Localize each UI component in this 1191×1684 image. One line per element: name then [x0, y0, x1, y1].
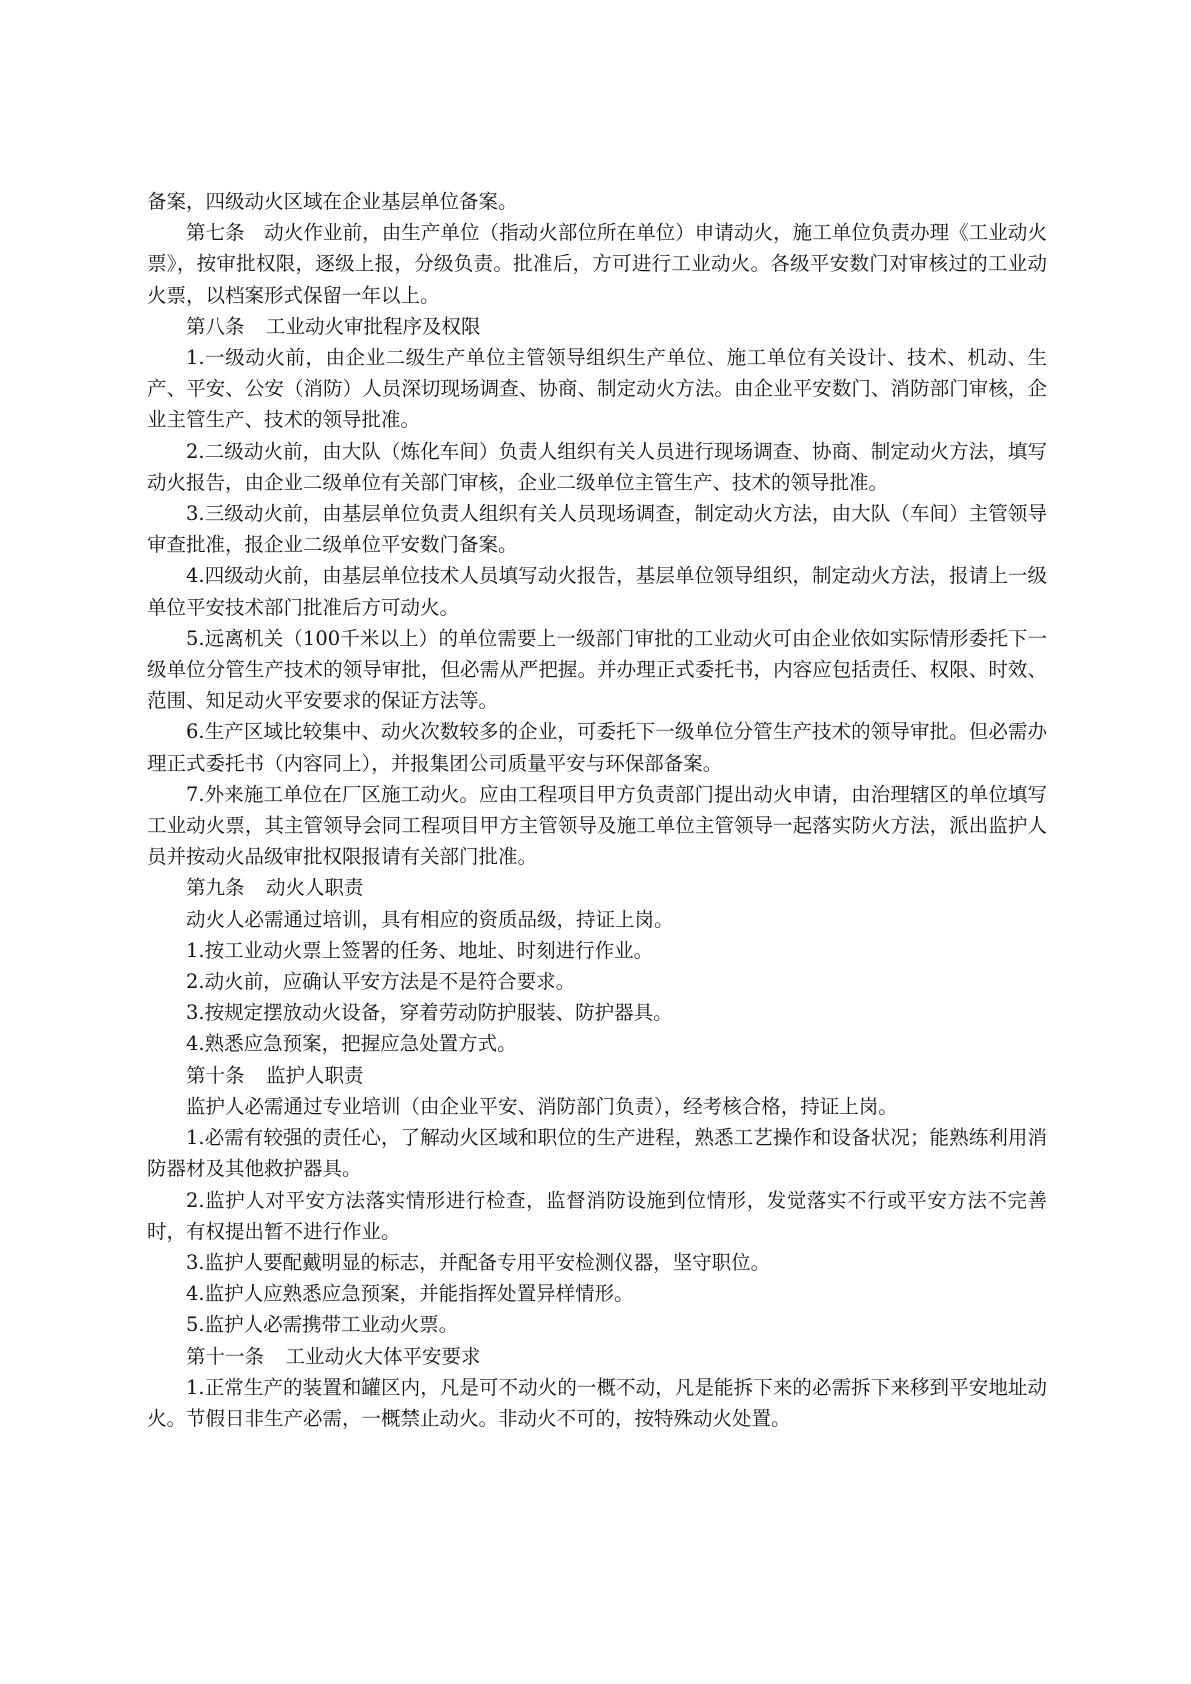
list-item: 4.熟悉应急预案，把握应急处置方式。 [186, 1032, 517, 1056]
article-9-heading [147, 872, 1047, 903]
list-item: 1.按工业动火票上签署的任务、地址、时刻进行作业。 [186, 938, 654, 962]
list-item: 5.监护人必需携带工业动火票。 [186, 1313, 459, 1337]
article-10-heading [147, 1060, 1047, 1091]
list-item: 3.按规定摆放动火设备，穿着劳动防护服装、防护器具。 [186, 1001, 673, 1025]
list-item: 1.正常生产的装置和罐区内，凡是可不动火的一概不动，凡是能拆下来的必需拆下来移到平安地址动火。节假日非生产必需，一概禁止动火。非动火不可的，按特殊动火处置。 [147, 1375, 1047, 1430]
list-item: 2.动火前，应确认平安方法是不是符合要求。 [186, 970, 576, 994]
article-label: 第八条 [186, 314, 245, 338]
paragraph: 备案，四级动火区域在企业基层单位备案。 [147, 190, 518, 213]
article-title: 工业动火大体平安要求 [285, 1344, 481, 1368]
article-title: 动火人职责 [265, 876, 364, 900]
paragraph: 动火人必需通过培训，具有相应的资质品级，持证上岗。 [186, 907, 674, 931]
list-item: 2.二级动火前，由大队（炼化车间）负责人组织有关人员进行现场调查、协商、制定动火方法，填写动火报告，由企业二级单位有关部门审核，企业二级单位主管生产、技术的领导批准。 [147, 439, 1047, 494]
article-label: 第十条 [186, 1063, 245, 1087]
list-item: 6.生产区域比较集中、动火次数较多的企业，可委托下一级单位分管生产技术的领导审批。但必需办理正式委托书（内容同上），并报集团公司质量平安与环保部备案。 [147, 720, 1047, 775]
list-item: 3.三级动火前，由基层单位负责人组织有关人员现场调查，制定动火方法，由大队（车间）主管领导审查批准，报企业二级单位平安数门备案。 [147, 502, 1047, 557]
list-item: 4.四级动火前，由基层单位技术人员填写动火报告，基层单位领导组织，制定动火方法，报请上一级单位平安技术部门批准后方可动火。 [147, 564, 1047, 619]
list-item: 3.监护人要配戴明显的标志，并配备专用平安检测仪器，坚守职位。 [186, 1250, 771, 1274]
article-label: 第九条 [186, 876, 245, 900]
list-item: 1.一级动火前，由企业二级生产单位主管领导组织生产单位、施工单位有关设计、技术、机动、生产、平安、公安（消防）人员深切现场调查、协商、制定动火方法。由企业平安数门、消防部门审核，企业主管生产、技术的领导批准。 [147, 346, 1047, 432]
article-11-heading [147, 1341, 1047, 1372]
paragraph: 监护人必需通过专业培训（由企业平安、消防部门负责），经考核合格，持证上岗。 [186, 1094, 898, 1118]
article-8-heading [147, 311, 1047, 342]
document-page [147, 186, 1047, 1434]
article-7-paragraph: 第七条 动火作业前，由生产单位（指动火部位所在单位）申请动火，施工单位负责办理《工业动火票》，按审批权限，逐级上报，分级负责。批准后，方可进行工业动火。各级平安数门对审核过的工业动火票，以档案形式保留一年以上。 [147, 221, 1047, 307]
list-item: 5.远离机关（100千米以上）的单位需要上一级部门审批的工业动火可由企业依如实际情形委托下一级单位分管生产技术的领导审批，但必需从严把握。并办理正式委托书，内容应包括责任、权限、时效、范围、知足动火平安要求的保证方法等。 [147, 626, 1047, 713]
list-item: 4.监护人应熟悉应急预案，并能指挥处置异样情形。 [186, 1282, 634, 1306]
article-title: 工业动火审批程序及权限 [265, 314, 481, 338]
article-label: 第十一条 [186, 1344, 265, 1368]
list-item: 1.必需有较强的责任心，了解动火区域和职位的生产进程，熟悉工艺操作和设备状况；能熟练利用消防器材及其他救护器具。 [147, 1126, 1047, 1181]
list-item: 2.监护人对平安方法落实情形进行检查，监督消防设施到位情形，发觉落实不行或平安方法不完善时，有权提出暂不进行作业。 [147, 1188, 1047, 1243]
article-title: 监护人职责 [265, 1063, 364, 1087]
list-item: 7.外来施工单位在厂区施工动火。应由工程项目甲方负责部门提出动火申请，由治理辖区的单位填写工业动火票，其主管领导会同工程项目甲方主管领导及施工单位主管领导一起落实防火方法，派出监护人员并按动火品级审批权限报请有关部门批准。 [147, 782, 1047, 869]
